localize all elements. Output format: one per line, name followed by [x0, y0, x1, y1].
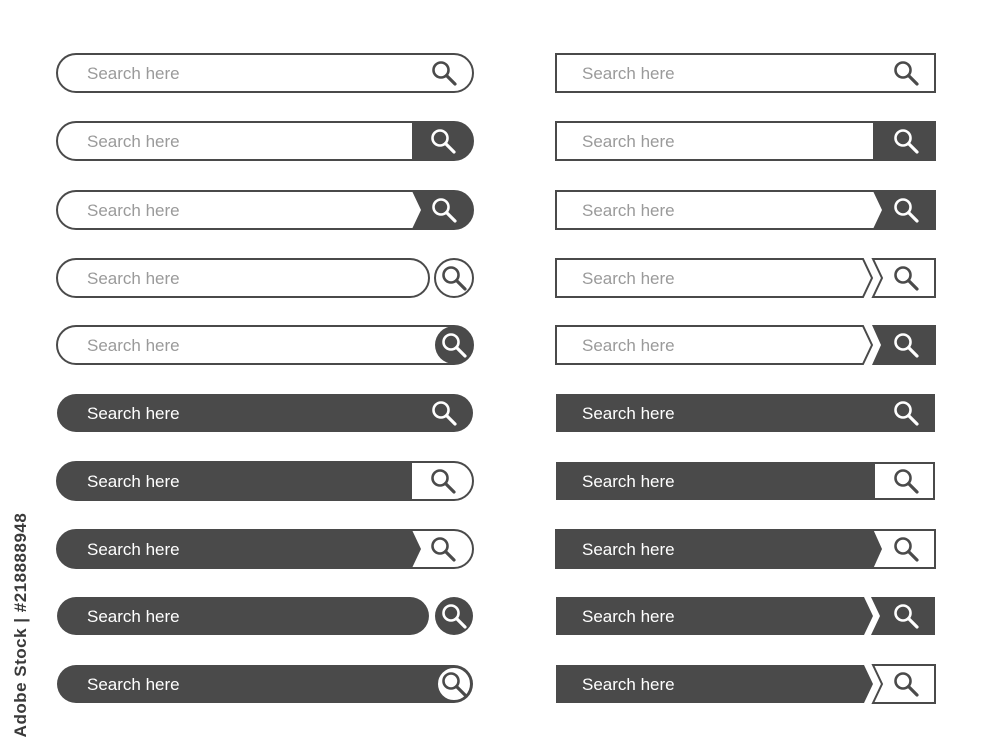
- search-bar-13: [556, 191, 936, 229]
- search-placeholder: Search here: [87, 607, 180, 626]
- search-placeholder: Search here: [87, 540, 180, 559]
- stock-watermark: [6, 505, 36, 745]
- search-button[interactable]: [872, 325, 936, 365]
- search-placeholder: Search here: [87, 675, 180, 694]
- search-bar-9: [57, 597, 473, 635]
- search-button[interactable]: [873, 665, 935, 703]
- search-button[interactable]: [435, 326, 473, 364]
- search-bar-8: [57, 530, 473, 568]
- search-placeholder: Search here: [582, 675, 675, 694]
- search-bar-18: [555, 529, 935, 569]
- search-placeholder: Search here: [87, 404, 180, 423]
- search-bar-15: [556, 325, 936, 365]
- search-bar-2: [57, 122, 473, 160]
- search-bar-6: [57, 394, 473, 432]
- search-bar-5: [57, 326, 473, 364]
- search-placeholder: Search here: [87, 132, 180, 151]
- search-bar-10: [57, 665, 473, 703]
- watermark-text: Adobe Stock | #218888948: [11, 512, 30, 738]
- search-bar-20: [556, 665, 935, 703]
- search-placeholder: Search here: [582, 540, 675, 559]
- search-button[interactable]: [873, 122, 935, 160]
- search-button[interactable]: [873, 259, 935, 297]
- search-placeholder: Search here: [87, 201, 180, 220]
- search-placeholder: Search here: [87, 64, 180, 83]
- search-bar-3: [57, 191, 473, 229]
- search-bar-16: [556, 394, 935, 432]
- search-placeholder: Search here: [582, 336, 675, 355]
- search-bar-14: [556, 259, 935, 297]
- search-placeholder: Search here: [582, 607, 675, 626]
- search-button[interactable]: [412, 191, 473, 229]
- search-placeholder: Search here: [87, 269, 180, 288]
- search-bar-17: [556, 462, 935, 500]
- search-placeholder: Search here: [582, 404, 675, 423]
- search-placeholder: Search here: [582, 472, 675, 491]
- search-placeholder: Search here: [582, 201, 675, 220]
- search-bar-12: [556, 122, 935, 160]
- search-placeholder: Search here: [582, 64, 675, 83]
- search-button[interactable]: [412, 122, 473, 160]
- search-button[interactable]: [873, 191, 936, 229]
- search-bar-11: [556, 54, 935, 92]
- search-placeholder: Search here: [582, 132, 675, 151]
- search-button[interactable]: [435, 259, 473, 297]
- search-bar-4: [57, 259, 473, 297]
- search-placeholder: Search here: [87, 472, 180, 491]
- search-placeholder: Search here: [87, 336, 180, 355]
- search-button[interactable]: [875, 464, 933, 498]
- search-bar-1: [57, 54, 473, 92]
- search-bar-19: [556, 597, 935, 635]
- search-button[interactable]: [871, 597, 935, 635]
- search-placeholder: Search here: [582, 269, 675, 288]
- search-button[interactable]: [435, 597, 473, 635]
- search-bar-7: [57, 462, 473, 500]
